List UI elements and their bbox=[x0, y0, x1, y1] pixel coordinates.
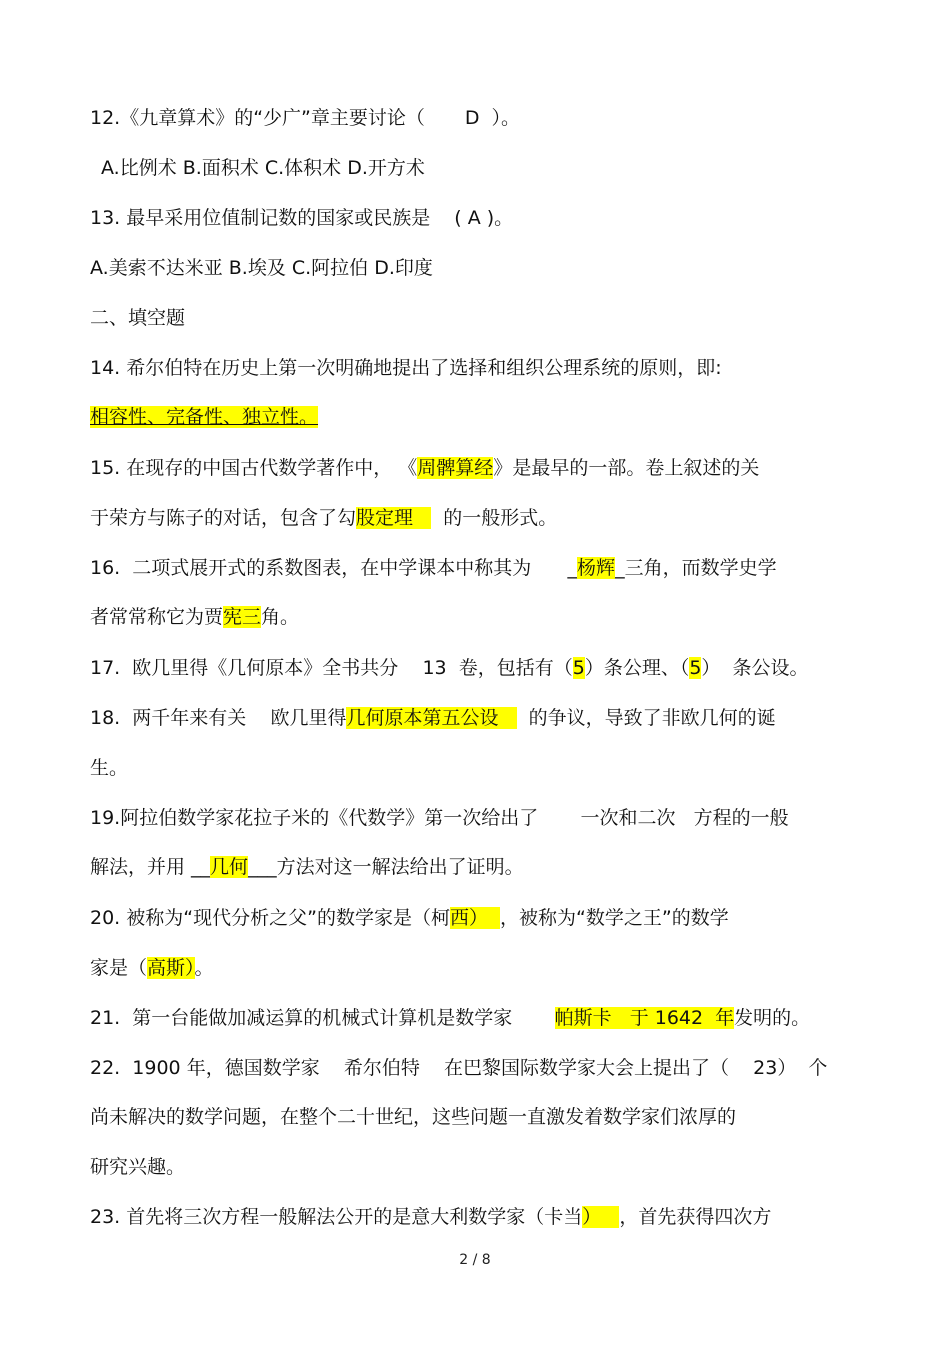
question-19-cont: 解法，并用 __几何___方法对这一解法给出了证明。 bbox=[90, 856, 524, 878]
question-19: 19.阿拉伯数学家花拉子米的《代数学》第一次给出了 一次和二次 方程的一般 bbox=[90, 807, 789, 829]
answer: D bbox=[464, 107, 480, 129]
question-14-answer: 相容性、完备性、独立性。 bbox=[90, 406, 319, 428]
question-22-cont2: 研究兴趣。 bbox=[90, 1156, 186, 1178]
question-12: 12.《九章算术》的“少广”章主要讨论（ D ）。 bbox=[90, 107, 521, 129]
question-22: 22. 1900 年，德国数学家 希尔伯特 在巴黎国际数学家大会上提出了（ 23） 个 bbox=[90, 1057, 828, 1079]
answer: ( A )。 bbox=[454, 207, 514, 229]
question-18-cont: 生。 bbox=[90, 757, 129, 779]
section-heading: 二、填空题 bbox=[90, 307, 186, 329]
question-20: 20. 被称为“现代分析之父”的数学家是（柯西） ，被称为“数学之王”的数学 bbox=[90, 907, 729, 929]
question-18: 18. 两千年来有关 欧几里得几何原本第五公设 的争议，导致了非欧几何的诞 bbox=[90, 707, 776, 729]
question-13: 13. 最早采用位值制记数的国家或民族是 ( A )。 bbox=[90, 207, 514, 229]
question-16-cont: 者常常称它为贾宪三角。 bbox=[90, 606, 300, 628]
question-20-cont: 家是（高斯）。 bbox=[90, 957, 214, 979]
question-13-options: A.美索不达米亚 B.埃及 C.阿拉伯 D.印度 bbox=[90, 257, 433, 279]
question-15-cont: 于荣方与陈子的对话，包含了勾股定理 的一般形式。 bbox=[90, 507, 558, 529]
question-15: 15. 在现存的中国古代数学著作中， 《周髀算经》是最早的一部。卷上叙述的关 bbox=[90, 457, 760, 479]
question-23: 23. 首先将三次方程一般解法公开的是意大利数学家（卡当） ，首先获得四次方 bbox=[90, 1206, 772, 1228]
page-number: 2 / 8 bbox=[459, 1252, 491, 1268]
question-21: 21. 第一台能做加减运算的机械式计算机是数学家 帕斯卡 于 1642 年发明的。 bbox=[90, 1007, 811, 1029]
question-22-cont: 尚未解决的数学问题，在整个二十世纪，这些问题一直激发着数学家们浓厚的 bbox=[90, 1106, 737, 1128]
question-14: 14. 希尔伯特在历史上第一次明确地提出了选择和组织公理系统的原则，即: bbox=[90, 357, 722, 379]
question-17: 17. 欧几里得《几何原本》全书共分 13 卷，包括有（5）条公理、（5） 条公设。 bbox=[90, 657, 809, 679]
question-12-options: A.比例术 B.面积术 C.体积术 D.开方术 bbox=[101, 157, 425, 179]
question-16: 16. 二项式展开式的系数图表，在中学课本中称其为 _杨辉_三角，而数学史学 bbox=[90, 557, 777, 579]
